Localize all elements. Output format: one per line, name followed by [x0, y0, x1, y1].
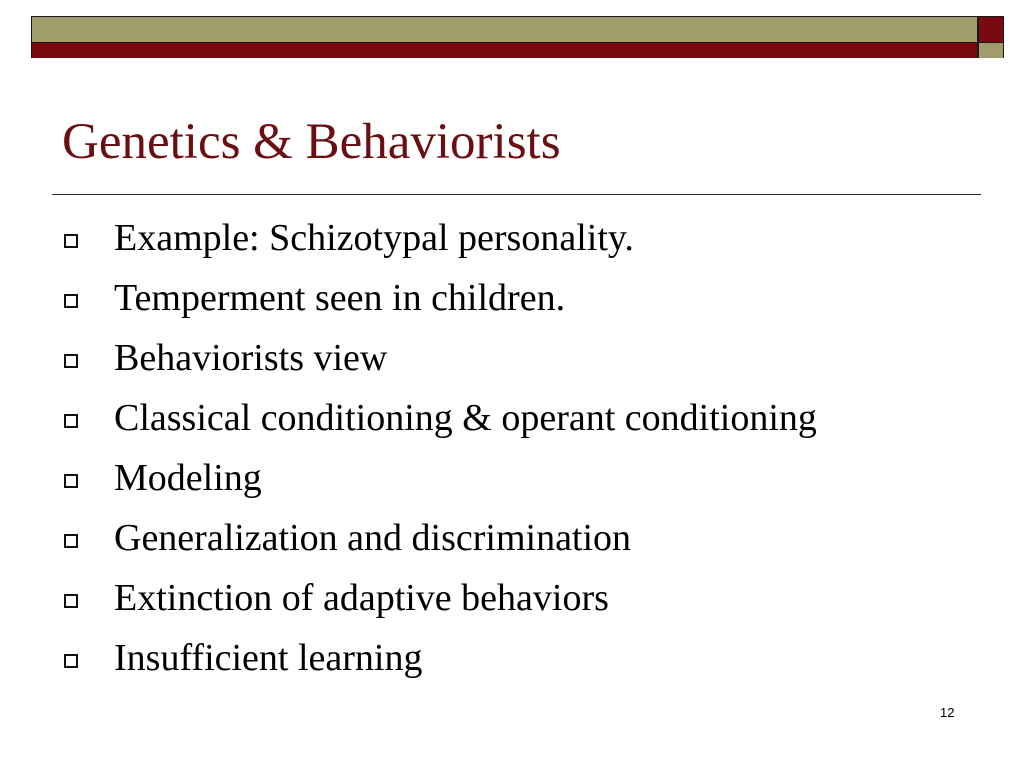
- corner-maroon-square: [979, 17, 1003, 43]
- page-number: 12: [940, 705, 955, 720]
- hollow-square-icon: [64, 594, 78, 608]
- bullet-item: [64, 388, 817, 448]
- bullet-text: Extinction of adaptive behaviors: [114, 577, 609, 619]
- hollow-square-icon: [64, 474, 78, 488]
- header-band-olive-stripe: [32, 17, 977, 43]
- bullet-item: [64, 268, 817, 328]
- bullet-list: [64, 208, 817, 688]
- header-band-maroon-stripe: [32, 43, 977, 58]
- bullet-text: Generalization and discrimination: [114, 517, 632, 559]
- bullet-text: Example: Schizotypal personality.: [114, 217, 634, 259]
- bullet-item: [64, 628, 817, 688]
- bullet-item: [64, 448, 817, 508]
- hollow-square-icon: [64, 294, 78, 308]
- bullet-item: [64, 568, 817, 628]
- bullet-item: [64, 208, 817, 268]
- header-band: [31, 16, 978, 58]
- hollow-square-icon: [64, 654, 78, 668]
- hollow-square-icon: [64, 414, 78, 428]
- bullet-text: Modeling: [114, 457, 262, 499]
- hollow-square-icon: [64, 534, 78, 548]
- bullet-text: Behaviorists view: [114, 337, 388, 379]
- bullet-item: [64, 508, 817, 568]
- slide-title: Genetics & Behaviorists: [62, 114, 561, 170]
- bullet-item: [64, 328, 817, 388]
- header-corner-block: [978, 16, 1004, 58]
- title-divider: [52, 194, 981, 195]
- bullet-text: Temperment seen in children.: [114, 277, 566, 319]
- corner-olive-square: [979, 43, 1003, 58]
- bullet-text: Classical conditioning & operant conditioning: [114, 397, 817, 439]
- bullet-text: Insufficient learning: [114, 637, 423, 679]
- hollow-square-icon: [64, 234, 78, 248]
- hollow-square-icon: [64, 354, 78, 368]
